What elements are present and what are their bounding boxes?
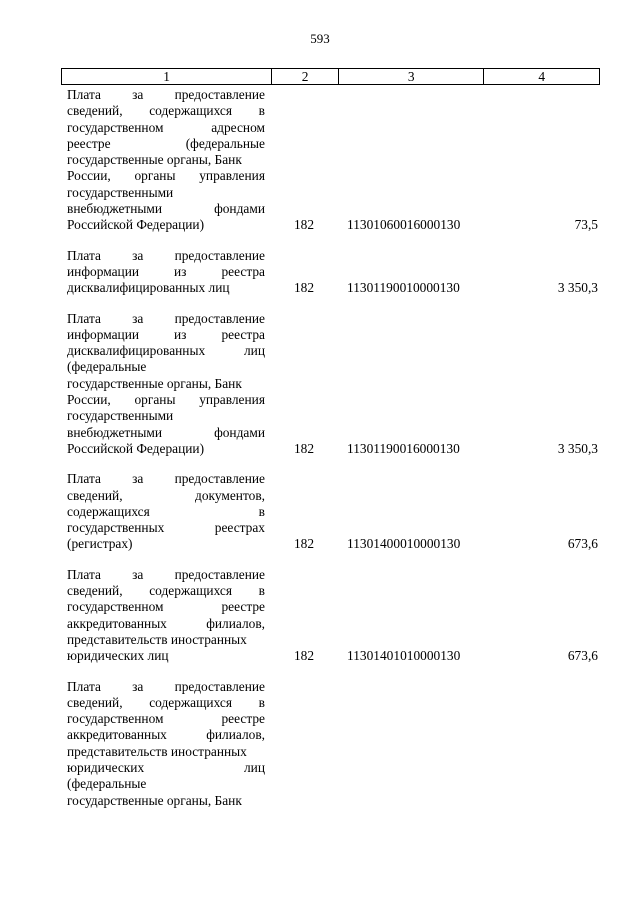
row-name-word: в (258, 583, 265, 599)
row-name-word: дисквалифицированных (67, 343, 206, 359)
row-name-word: реестре (67, 135, 111, 151)
page-number: 593 (310, 31, 330, 46)
row-name-word: филиалов, (206, 615, 265, 631)
row-name-line (67, 152, 265, 168)
row-name-word: Российской Федерации) (67, 217, 205, 233)
row-name-word: реестре (221, 599, 265, 615)
row-name-word: Российской Федерации) (67, 440, 205, 456)
row-name-word: управления (199, 168, 265, 184)
row-name-word: государственные органы, Банк (67, 792, 242, 808)
row-name-word: из (174, 326, 187, 342)
row-name-line (67, 136, 265, 152)
row-admin-code: 182 (293, 648, 315, 664)
row-name-word: государственном (67, 711, 164, 727)
row-name-word: Плата (67, 471, 101, 487)
row-name-line (67, 695, 265, 711)
row-name-word: лиц (243, 759, 265, 775)
row-name-word: реестре (221, 711, 265, 727)
row-admin-code: 182 (293, 280, 315, 296)
row-admin-code: 182 (293, 440, 315, 456)
row-name-line (67, 776, 265, 792)
row-name-word: представительств иностранных (67, 631, 247, 647)
row-name-line (67, 311, 265, 327)
header-col-4: 4 (538, 69, 546, 84)
row-name-word: содержащихся (149, 583, 233, 599)
row-name-word: предоставление (174, 247, 265, 263)
row-name-line (67, 504, 265, 520)
row-name-line (67, 536, 265, 552)
table-row (67, 471, 600, 552)
row-name-line (67, 327, 265, 343)
row-name-line (67, 201, 265, 217)
row-name-word: управления (199, 392, 265, 408)
row-name-word: документов, (195, 487, 265, 503)
row-amount: 673,6 (567, 648, 598, 664)
row-name-word: адресном (211, 119, 265, 135)
row-name-line (67, 648, 265, 664)
row-name-word: (федеральные (185, 135, 265, 151)
row-name-word: за (132, 310, 144, 326)
row-name-word: (федеральные (67, 776, 147, 792)
row-name-line (67, 425, 265, 441)
row-name-word: за (132, 678, 144, 694)
row-name-line (67, 679, 265, 695)
row-name (67, 311, 265, 458)
row-name-word: сведений, (67, 487, 123, 503)
row-name-word: реестра (221, 326, 265, 342)
row-name-word: информации (67, 263, 140, 279)
row-name-word: фондами (214, 424, 265, 440)
row-name-word: лиц (243, 343, 265, 359)
row-name-line (67, 264, 265, 280)
row-name-word: из (174, 263, 187, 279)
row-name-word: юридических (67, 759, 145, 775)
row-name-line (67, 599, 265, 615)
row-admin-code: 182 (293, 217, 315, 233)
row-name-line (67, 87, 265, 103)
row-name-word: внебюджетными (67, 424, 163, 440)
table-row (67, 311, 600, 458)
row-name-line (67, 744, 265, 760)
row-name-line (67, 280, 265, 296)
row-budget-code: 11301060016000130 (347, 217, 461, 233)
row-name-word: за (132, 247, 144, 263)
row-name-line (67, 103, 265, 119)
row-name-word: в (258, 103, 265, 119)
row-name-word: за (132, 87, 144, 102)
row-amount: 73,5 (574, 217, 598, 233)
row-name-word: государственные органы, Банк (67, 152, 242, 168)
row-name-word: сведений, (67, 103, 123, 119)
row-name-word: информации (67, 326, 140, 342)
row-budget-code: 11301190016000130 (347, 440, 460, 456)
row-admin-code: 182 (293, 536, 315, 552)
row-name-word: России, (67, 392, 111, 408)
row-name-line (67, 471, 265, 487)
row-name-word: государственных (67, 520, 165, 536)
row-name-word: реестра (221, 263, 265, 279)
row-name-line (67, 408, 265, 424)
row-name-line (67, 120, 265, 136)
row-name-line (67, 217, 265, 233)
row-budget-code: 11301190010000130 (347, 280, 460, 296)
row-name-line (67, 488, 265, 504)
row-name-word: предоставление (174, 566, 265, 582)
row-name-line (67, 392, 265, 408)
row-name-word: содержащихся (149, 103, 233, 119)
row-name-word: в (258, 694, 265, 710)
row-name (67, 87, 265, 234)
row-name-word: государственные органы, Банк (67, 375, 242, 391)
row-name-line (67, 520, 265, 536)
row-name-word: филиалов, (206, 727, 265, 743)
row-name-line (67, 793, 265, 809)
row-name-word: сведений, (67, 583, 123, 599)
row-name-word: дисквалифицированных лиц (67, 280, 230, 296)
table-header (61, 68, 600, 85)
row-name-word: Плата (67, 566, 101, 582)
row-name-word: представительств иностранных (67, 743, 247, 759)
row-amount: 3 350,3 (557, 440, 598, 456)
header-col-1: 1 (62, 69, 272, 84)
row-name-word: сведений, (67, 694, 123, 710)
row-name-word: внебюджетными (67, 201, 163, 217)
row-name-word: России, (67, 168, 111, 184)
row-name-word: за (132, 566, 144, 582)
row-name-word: государственными (67, 184, 174, 200)
row-name-word: предоставление (174, 87, 265, 102)
table-row (67, 87, 600, 234)
row-name (67, 567, 265, 665)
row-name-word: органы (134, 392, 176, 408)
row-name-word: аккредитованных (67, 727, 167, 743)
row-name-word: Плата (67, 247, 101, 263)
row-name-word: аккредитованных (67, 615, 167, 631)
row-name-line (67, 441, 265, 457)
row-name-word: предоставление (174, 471, 265, 487)
row-name-word: государственном (67, 599, 164, 615)
row-name-word: предоставление (174, 310, 265, 326)
header-col-3: 3 (339, 69, 484, 84)
row-name-line (67, 711, 265, 727)
row-name-line (67, 583, 265, 599)
row-name-word: государственном (67, 119, 164, 135)
row-name (67, 471, 265, 552)
row-name-word: реестрах (214, 520, 265, 536)
row-amount: 3 350,3 (557, 280, 598, 296)
row-name-line (67, 343, 265, 359)
row-name-line (67, 248, 265, 264)
row-name-word: Плата (67, 678, 101, 694)
row-name-line (67, 616, 265, 632)
row-name-word: (федеральные (67, 359, 147, 375)
table-row (67, 679, 600, 809)
row-budget-code: 11301400010000130 (347, 536, 461, 552)
row-name-word: фондами (214, 201, 265, 217)
row-name-line (67, 632, 265, 648)
row-name-word: содержащихся (67, 503, 150, 519)
row-name-line (67, 727, 265, 743)
row-name-word: в (258, 503, 265, 519)
row-name-word: государственными (67, 408, 174, 424)
row-amount: 673,6 (567, 536, 598, 552)
row-name-word: Плата (67, 310, 101, 326)
row-name-line (67, 567, 265, 583)
row-name-line (67, 168, 265, 184)
table-row (67, 567, 600, 665)
row-name-word: (регистрах) (67, 536, 133, 552)
row-name-word: за (132, 471, 144, 487)
table-body (67, 87, 600, 809)
row-name-word: органы (134, 168, 176, 184)
table-row (67, 248, 600, 297)
row-name-word: юридических лиц (67, 648, 169, 664)
row-name-word: содержащихся (149, 694, 233, 710)
row-budget-code: 11301401010000130 (347, 648, 461, 664)
row-name-word: Плата (67, 87, 101, 102)
row-name-line (67, 760, 265, 776)
row-name-line (67, 359, 265, 375)
row-name-word: предоставление (174, 678, 265, 694)
row-name (67, 248, 265, 297)
header-col-2: 2 (272, 69, 339, 84)
row-name-line (67, 376, 265, 392)
row-name (67, 679, 265, 809)
row-name-line (67, 185, 265, 201)
